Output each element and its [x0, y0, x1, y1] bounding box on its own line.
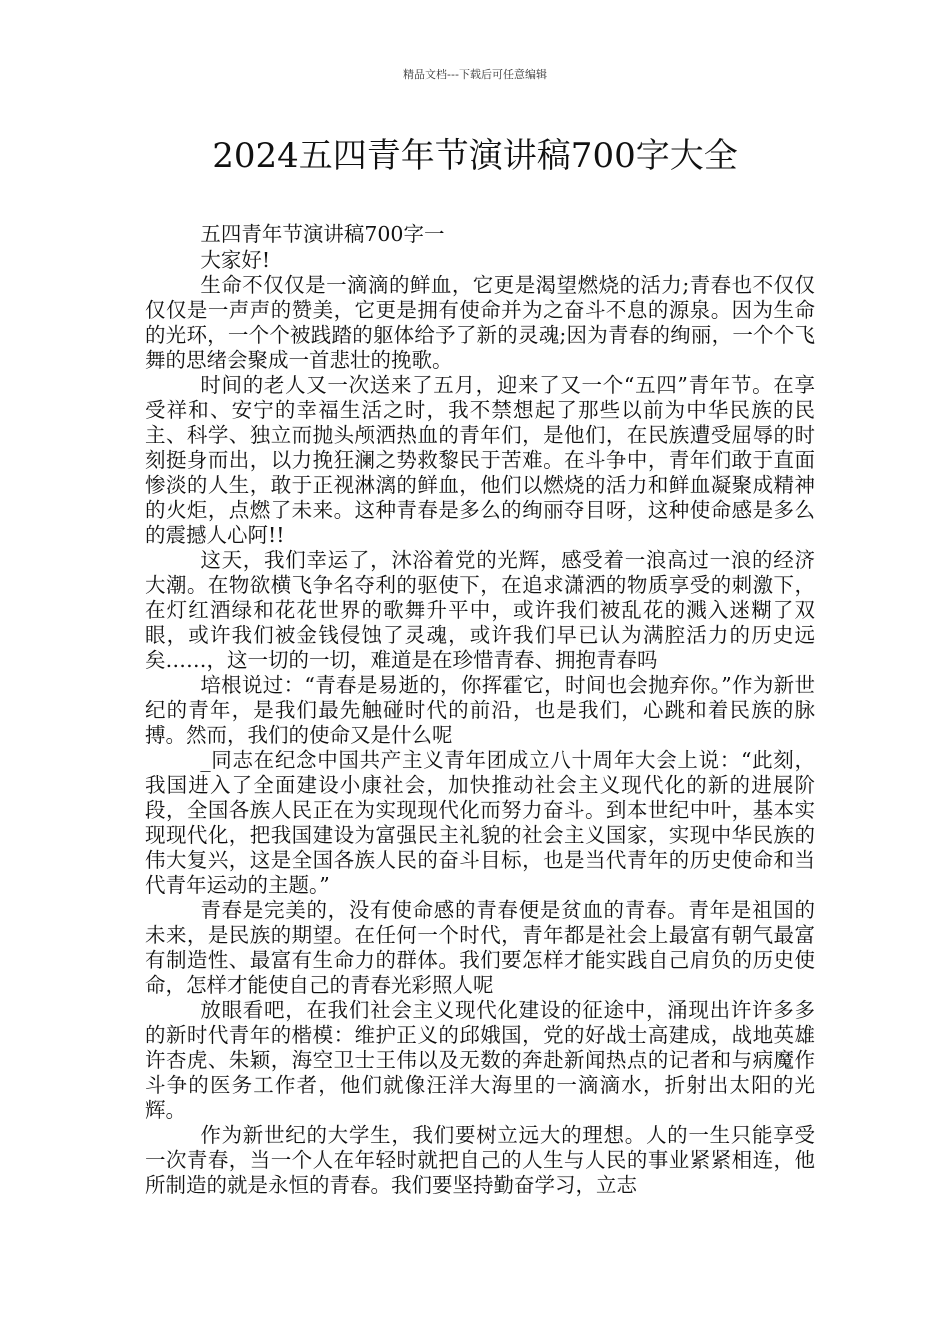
page-header-note: 精品文档---下载后可任意编辑 — [403, 68, 547, 81]
paragraph: 大家好! — [200, 248, 271, 272]
document-body — [145, 222, 815, 1198]
section-heading: 五四青年节演讲稿700字一 — [200, 222, 445, 246]
paragraph: 时间的老人又一次送来了五月，迎来了又一个“五四”青年节。在享受祥和、安宁的幸福生活之时，我不禁想起了那些以前为中华民族的民主、科学、独立而抛头颅洒热血的青年们，是他们，在民族遭受屈辱的时刻挺身而出，以力挽狂澜之势救黎民于苦难。在斗争中，青年们敢于直面惨淡的人生，敢于正视淋漓的鲜血，他们以燃烧的活力和鲜血凝聚成精神的火炬，点燃了未来。这种青春是多么的绚丽夺目呀，这种使命感是多么的震撼人心阿!! — [145, 373, 815, 547]
paragraph: 生命不仅仅是一滴滴的鲜血，它更是渴望燃烧的活力;青春也不仅仅仅仅是一声声的赞美，它更是拥有使命并为之奋斗不息的源泉。因为生命的光环，一个个被践踏的躯体给予了新的灵魂;因为青春的绚丽，一个个飞舞的思绪会聚成一首悲壮的挽歌。 — [145, 273, 815, 372]
document-title: 2024五四青年节演讲稿700字大全 — [212, 136, 738, 176]
paragraph: 培根说过：“青春是易逝的，你挥霍它，时间也会抛弃你。”作为新世纪的青年，是我们最先触碰时代的前沿，也是我们，心跳和着民族的脉搏。然而，我们的使命又是什么呢 — [145, 673, 815, 747]
paragraph: _同志在纪念中国共产主义青年团成立八十周年大会上说：“此刻，我国进入了全面建设小康社会，加快推动社会主义现代化的新的进展阶段，全国各族人民正在为实现现代化而努力奋斗。到本世纪中叶，基本实现现代化，把我国建设为富强民主礼貌的社会主义国家，实现中华民族的伟大复兴，这是全国各族人民的奋斗目标，也是当代青年的历史使命和当代青年运动的主题。” — [145, 748, 815, 897]
paragraph: 青春是完美的，没有使命感的青春便是贫血的青春。青年是祖国的未来，是民族的期望。在任何一个时代，青年都是社会上最富有朝气最富有制造性、最富有生命力的群体。我们要怎样才能实践自己肩负的历史使命，怎样才能使自己的青春光彩照人呢 — [145, 898, 815, 997]
paragraph: 这天，我们幸运了，沐浴着党的光辉，感受着一浪高过一浪的经济大潮。在物欲横飞争名夺利的驱使下，在追求潇洒的物质享受的刺激下，在灯红酒绿和花花世界的歌舞升平中，或许我们被乱花的溅入迷糊了双眼，或许我们被金钱侵蚀了灵魂，或许我们早已认为满腔活力的历史远矣……，这一切的一切，难道是在珍惜青春、拥抱青春吗 — [145, 548, 815, 672]
paragraph: 放眼看吧，在我们社会主义现代化建设的征途中，涌现出许许多多的新时代青年的楷模：维护正义的邱娥国，党的好战士高建成，战地英雄许杏虎、朱颖，海空卫士王伟以及无数的奔赴新闻热点的记者和与病魔作斗争的医务工作者，他们就像汪洋大海里的一滴滴水，折射出太阳的光辉。 — [145, 998, 815, 1122]
paragraph: 作为新世纪的大学生，我们要树立远大的理想。人的一生只能享受一次青春，当一个人在年轻时就把自己的人生与人民的事业紧紧相连，他所制造的就是永恒的青春。我们要坚持勤奋学习，立志 — [145, 1123, 815, 1197]
